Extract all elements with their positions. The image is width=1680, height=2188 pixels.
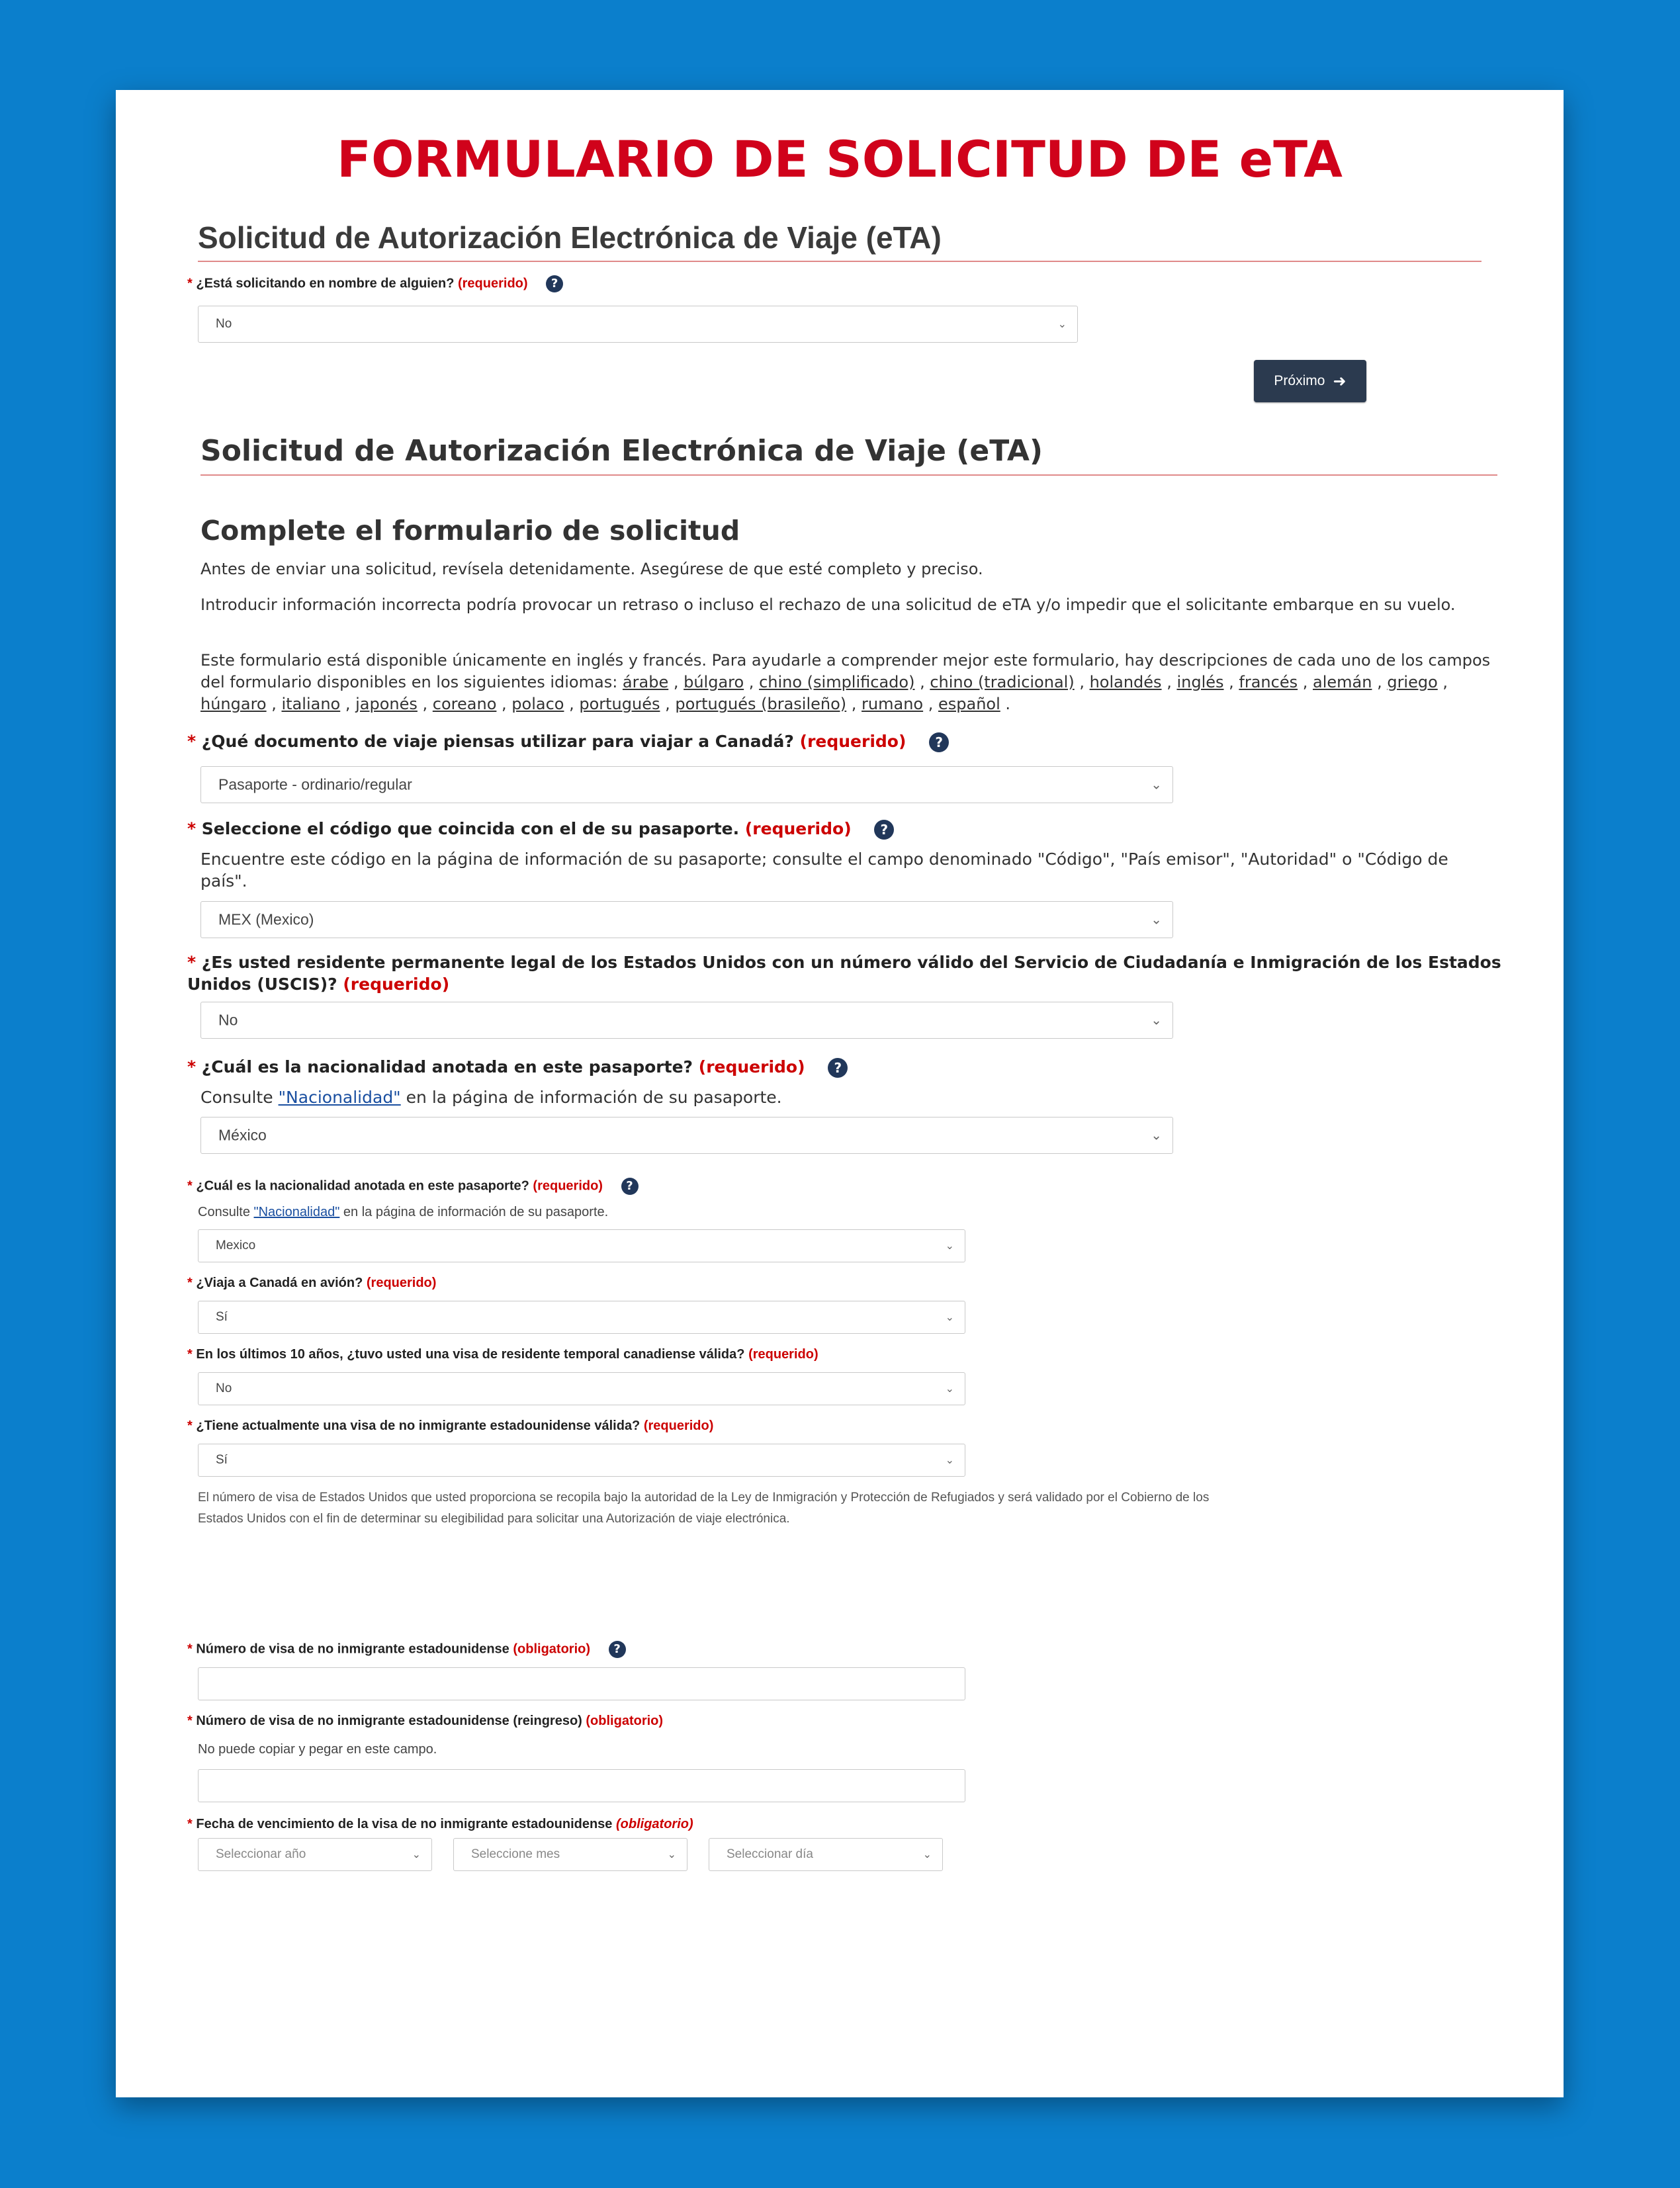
required-star: *: [187, 1419, 193, 1433]
select-value: Sí: [216, 1453, 228, 1467]
visa-number-re-input[interactable]: [198, 1769, 965, 1802]
separator: ,: [914, 673, 930, 691]
nationality-select-2[interactable]: [198, 1229, 965, 1262]
select-value: Seleccione mes: [471, 1847, 560, 1861]
section1-divider: [198, 261, 1481, 262]
required-tag: (requerido): [748, 1347, 818, 1362]
required-tag: (requerido): [457, 276, 528, 291]
language-link[interactable]: árabe: [622, 673, 669, 691]
us-visa-question: [187, 1419, 713, 1434]
chevron-down-icon: ⌄: [412, 1849, 421, 1860]
required-star: *: [187, 1178, 193, 1194]
visa-number-label: Número de visa de no inmigrante estadounidense: [196, 1641, 509, 1657]
visa-number-question: [187, 1641, 626, 1658]
nationality-label: ¿Cuál es la nacionalidad anotada en este pasaporte?: [201, 1057, 693, 1076]
required-star: *: [187, 953, 197, 972]
hint-text: Consulte: [198, 1205, 250, 1219]
help-icon[interactable]: ?: [929, 732, 949, 752]
language-link[interactable]: chino (simplificado): [759, 673, 915, 691]
language-link[interactable]: japonés: [355, 695, 418, 713]
chevron-down-icon: ⌄: [1057, 319, 1067, 330]
no-paste-hint: No puede copiar y pegar en este campo.: [198, 1742, 437, 1757]
visa-number-re-label: Número de visa de no inmigrante estadounidense (reingreso): [196, 1714, 582, 1728]
separator: ,: [564, 695, 580, 713]
language-link[interactable]: griego: [1387, 673, 1438, 691]
nationality-hint-2: [198, 1202, 608, 1223]
separator: ,: [340, 695, 356, 713]
separator: ,: [266, 695, 282, 713]
us-visa-label: ¿Tiene actualmente una visa de no inmigrante estadounidense válida?: [196, 1419, 641, 1433]
nationality-question: [187, 1056, 848, 1078]
plane-label: ¿Viaja a Canadá en avión?: [196, 1276, 363, 1290]
language-link[interactable]: búlgaro: [684, 673, 744, 691]
separator: ,: [1223, 673, 1239, 691]
select-value: Mexico: [216, 1239, 256, 1252]
separator: ,: [846, 695, 862, 713]
us-resident-select[interactable]: [200, 1002, 1173, 1039]
passport-code-select[interactable]: [200, 901, 1173, 938]
required-star: *: [187, 1057, 197, 1076]
section1-title: Solicitud de Autorización Electrónica de Viaje (eTA): [198, 220, 942, 255]
hint-text: en la página de información de su pasaporte.: [406, 1088, 782, 1107]
section2-title: Solicitud de Autorización Electrónica de Viaje (eTA): [200, 434, 1043, 468]
plane-select[interactable]: [198, 1301, 965, 1334]
required-tag: (requerido): [799, 732, 906, 751]
required-tag: (obligatorio): [586, 1714, 664, 1728]
next-button[interactable]: [1254, 360, 1366, 402]
us-resident-question: [187, 951, 1511, 995]
expiry-question: [187, 1817, 693, 1832]
expiry-day-select[interactable]: [709, 1838, 943, 1871]
visa-number-re-question: [187, 1714, 663, 1729]
code-hint: Encuentre este código en la página de información de su pasaporte; consulte el campo denominado "Código", "País emisor", "Autoridad" o "Código de país".: [200, 850, 1448, 891]
help-icon[interactable]: ?: [828, 1058, 848, 1078]
intro-paragraph-3: [200, 650, 1497, 715]
separator: ,: [1298, 673, 1313, 691]
separator: ,: [744, 673, 760, 691]
separator: ,: [1437, 673, 1448, 691]
select-value: Seleccionar año: [216, 1847, 306, 1861]
language-link[interactable]: francés: [1239, 673, 1298, 691]
chevron-down-icon: ⌄: [1151, 777, 1162, 793]
language-link[interactable]: coreano: [432, 695, 497, 713]
form-subtitle: Complete el formulario de solicitud: [200, 515, 740, 547]
required-tag: (requerido): [533, 1178, 603, 1194]
required-star: *: [187, 1714, 193, 1728]
chevron-down-icon: ⌄: [1151, 1013, 1162, 1028]
required-star: *: [187, 1641, 193, 1657]
required-star: *: [187, 1347, 193, 1362]
hint-text: en la página de información de su pasaporte.: [343, 1205, 609, 1219]
nationality-link[interactable]: "Nacionalidad": [253, 1205, 340, 1219]
separator: ,: [923, 695, 938, 713]
trv-label: En los últimos 10 años, ¿tuvo usted una visa de residente temporal canadiense válida?: [196, 1347, 745, 1362]
trv-question: [187, 1347, 818, 1362]
language-link[interactable]: holandés: [1089, 673, 1162, 691]
form-card: [116, 90, 1564, 2097]
chevron-down-icon: ⌄: [1151, 912, 1162, 928]
required-star: *: [187, 732, 197, 751]
language-link[interactable]: inglés: [1176, 673, 1224, 691]
document-label: ¿Qué documento de viaje piensas utilizar para viajar a Canadá?: [201, 732, 794, 751]
chevron-down-icon: ⌄: [945, 1455, 954, 1466]
chevron-down-icon: ⌄: [922, 1849, 932, 1860]
chevron-down-icon: ⌄: [667, 1849, 676, 1860]
separator: ,: [1074, 673, 1090, 691]
us-visa-notice: El número de visa de Estados Unidos que usted proporciona se recopila bajo la autoridad de la Ley de Inmigración y Protección de Refugiados y será validado por el Cobierno de los Estados Unidos con el fin de determinar su elegibilidad para solicitar una Autorización de viaje electrónica.: [198, 1491, 1210, 1526]
language-link[interactable]: italiano: [281, 695, 341, 713]
nationality-hint: [200, 1086, 1497, 1108]
nationality-label: ¿Cuál es la nacionalidad anotada en este pasaporte?: [196, 1178, 529, 1194]
nationality-link[interactable]: "Nacionalidad": [278, 1088, 401, 1107]
trv-select[interactable]: [198, 1372, 965, 1405]
select-value: Sí: [216, 1310, 228, 1324]
required-tag: (requerido): [698, 1057, 805, 1076]
separator: .: [1000, 695, 1011, 713]
on-behalf-select[interactable]: [198, 306, 1078, 343]
code-label: Seleccione el código que coincida con el de su pasaporte.: [201, 819, 740, 838]
required-star: *: [187, 276, 193, 291]
nationality-select[interactable]: [200, 1117, 1173, 1154]
required-star: *: [187, 819, 197, 838]
section2-divider: [200, 474, 1497, 476]
select-value: Pasaporte - ordinario/regular: [218, 775, 412, 793]
chevron-down-icon: ⌄: [1151, 1128, 1162, 1143]
arrow-right-icon: ➜: [1333, 372, 1347, 390]
chevron-down-icon: ⌄: [945, 1312, 954, 1323]
nationality-question-2: [187, 1178, 639, 1195]
language-link[interactable]: húngaro: [200, 695, 267, 713]
language-link[interactable]: español: [938, 695, 1000, 713]
us-visa-select[interactable]: [198, 1444, 965, 1477]
language-link[interactable]: portugués: [579, 695, 660, 713]
required-tag: (requerido): [343, 975, 450, 994]
select-value: No: [216, 1381, 232, 1395]
separator: ,: [668, 673, 684, 691]
expiry-year-select[interactable]: [198, 1838, 432, 1871]
separator: ,: [496, 695, 512, 713]
separator: ,: [417, 695, 433, 713]
plane-question: [187, 1276, 436, 1291]
help-icon[interactable]: ?: [546, 275, 563, 292]
required-tag: (requerido): [366, 1276, 437, 1290]
required-star: *: [187, 1817, 193, 1831]
chevron-down-icon: ⌄: [945, 1241, 954, 1252]
select-value: México: [218, 1126, 267, 1144]
language-link[interactable]: polaco: [511, 695, 564, 713]
chevron-down-icon: ⌄: [945, 1383, 954, 1395]
language-link[interactable]: portugués (brasileño): [675, 695, 847, 713]
required-tag: (requerido): [643, 1419, 714, 1433]
help-icon[interactable]: ?: [874, 820, 894, 840]
hint-text: Consulte: [200, 1088, 273, 1107]
required-tag: (obligatorio): [513, 1641, 590, 1657]
next-button-label: Próximo: [1274, 373, 1325, 388]
on-behalf-label: ¿Está solicitando en nombre de alguien?: [196, 276, 455, 291]
select-value: No: [218, 1011, 238, 1029]
separator: ,: [660, 695, 676, 713]
expiry-month-select[interactable]: [453, 1838, 687, 1871]
language-link[interactable]: rumano: [862, 695, 924, 713]
separator: ,: [1372, 673, 1388, 691]
required-star: *: [187, 1276, 193, 1290]
help-icon[interactable]: ?: [609, 1641, 626, 1658]
language-link[interactable]: alemán: [1313, 673, 1372, 691]
document-question: [187, 730, 949, 752]
intro-languages-text: Este formulario está disponible únicamente en inglés y francés. Para ayudarle a comprender mejor este formulario, hay descripciones de cada uno de los campos del formulario disponibles en los siguientes idiomas:: [200, 651, 1491, 691]
required-tag: (obligatorio): [615, 1817, 693, 1831]
select-value: MEX (Mexico): [218, 910, 314, 928]
intro-paragraph-1: Antes de enviar una solicitud, revísela detenidamente. Asegúrese de que esté completo y preciso.: [200, 560, 983, 578]
select-value: Seleccionar día: [727, 1847, 813, 1861]
required-tag: (requerido): [744, 819, 852, 838]
intro-paragraph-2: Introducir información incorrecta podría provocar un retraso o incluso el rechazo de una solicitud de eTA y/o impedir que el solicitante embarque en su vuelo.: [200, 595, 1456, 614]
help-icon[interactable]: ?: [621, 1178, 639, 1195]
separator: ,: [1161, 673, 1177, 691]
visa-number-input[interactable]: [198, 1667, 965, 1700]
code-question: [187, 818, 894, 840]
us-resident-label: ¿Es usted residente permanente legal de los Estados Unidos con un número válido del Servicio de Ciudadanía e Inmigración de los Estados Unidos (USCIS)?: [187, 953, 1501, 994]
select-value: No: [216, 317, 232, 331]
expiry-label: Fecha de vencimiento de la visa de no inmigrante estadounidense: [196, 1817, 613, 1831]
document-select[interactable]: [200, 766, 1173, 803]
language-link[interactable]: chino (tradicional): [930, 673, 1075, 691]
on-behalf-question: [187, 275, 563, 292]
banner-title: FORMULARIO DE SOLICITUD DE eTA: [337, 130, 1343, 189]
